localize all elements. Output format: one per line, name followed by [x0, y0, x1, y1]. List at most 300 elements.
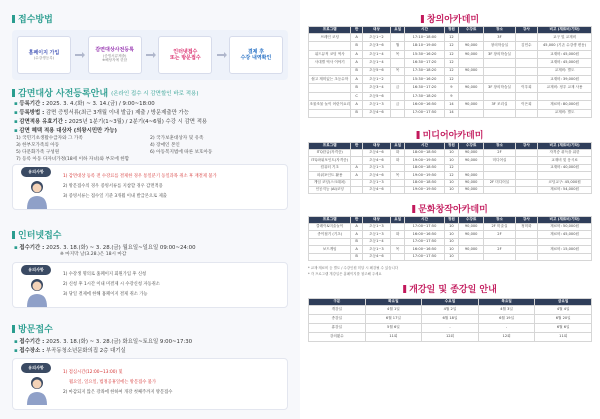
table-cell: 클레이&미술놀이	[309, 224, 351, 231]
table-cell: 초등4~6	[362, 253, 390, 260]
table-cell: 게임 코딩(스크래치)	[309, 179, 351, 186]
avatar	[19, 265, 55, 309]
table-cell: 초등5~6	[362, 67, 390, 75]
table-cell	[391, 164, 405, 171]
table-cell: 이은희	[515, 101, 538, 109]
table-cell: 10	[444, 150, 458, 157]
table-cell: 화	[391, 150, 405, 157]
step-payment: 결제 후 수강 내역확인	[229, 36, 283, 74]
table-cell: 12회	[478, 333, 535, 342]
section-title-visit: 방문접수	[12, 322, 53, 335]
arrow-icon	[75, 54, 83, 56]
table-header: 대상	[362, 27, 390, 34]
table-cell: 17:00~17:50	[405, 224, 445, 231]
media-table	[308, 142, 592, 194]
note3-line2: 월요일, 일요일, 법정공휴일에는 방문접수 불가	[69, 380, 157, 385]
table-cell	[309, 253, 351, 260]
table-cell: 17:00~17:50	[405, 238, 445, 245]
table-cell: 12	[444, 50, 458, 58]
table-cell: 3F 조리실	[484, 101, 515, 109]
table-cell: 90,000	[458, 157, 483, 164]
table-cell: B	[351, 67, 362, 75]
table-cell: B	[351, 238, 362, 245]
table-cell: 초등1~2	[362, 75, 390, 83]
prereg-method: ▪ 등록방법 : 감면 증빙서류(최근 3개월 이내 발급) 제출 / 방문제출만 가능	[14, 110, 189, 116]
target-7: 7) 등록 아동 다자녀가정(18세 이하 자녀)와 부모에 한함	[16, 157, 130, 162]
table-cell	[484, 92, 515, 100]
table-cell: 초등4~6	[362, 172, 390, 179]
table-row	[309, 324, 592, 333]
table-cell: 위드뮤직 코딩 역사	[309, 50, 351, 58]
note1-line2: 2) 방문접수의 경우 증빙서류를 지참할 경우 감면적용	[63, 184, 163, 189]
prereg-targets-label: ▪ 감면 혜택 적용 대상자 (의왕시민만 가능)	[14, 128, 118, 134]
table-cell: 초등1~3	[362, 231, 390, 238]
table-cell: A	[351, 101, 362, 109]
person-icon	[25, 179, 49, 209]
table-cell	[515, 186, 538, 193]
table-cell	[484, 59, 515, 67]
table-cell: 19:00~19:50	[405, 157, 445, 164]
table-cell: 90,000	[458, 67, 483, 75]
table-cell	[391, 238, 405, 245]
table-row	[309, 253, 592, 260]
table-cell: 90,000	[458, 42, 483, 50]
table-cell: B	[351, 84, 362, 92]
table-cell: 12	[444, 75, 458, 83]
step-signup: 홈페이지 가입 (수강생등록)	[17, 36, 71, 74]
table-cell: 인공지능 (AI)코딩	[309, 186, 351, 193]
table-cell: 17:30~18:20	[405, 67, 445, 75]
table-cell	[309, 67, 351, 75]
table-cell	[458, 92, 483, 100]
person-icon	[25, 277, 49, 307]
table-cell: 재료비: 54,000원	[538, 186, 592, 193]
table-header: 비고 (재료비/기타)	[538, 143, 592, 150]
target-4: 4) 장애인 본인	[150, 143, 180, 148]
table-header: 금요일	[535, 299, 592, 306]
table-header: 정원	[444, 143, 458, 150]
table-cell: 교재비: 39,000원	[538, 75, 592, 83]
table-cell: 종이접기 (기초)	[309, 231, 351, 238]
prereg-valid: ▪ 감면적용 유효기간 : 2025년 1분기(1~3월) / 2분기(4~6월) 수강 시 감면 적용	[14, 119, 208, 125]
note-box-online	[12, 262, 288, 308]
table-cell: 16:30~17:20	[405, 84, 445, 92]
table-cell: 초등1~3	[362, 101, 390, 109]
table-row	[309, 315, 592, 324]
table-cell: 교재비: 정우 교재 사용	[538, 84, 592, 92]
table-cell: 초등1~2	[362, 34, 390, 42]
table-cell	[484, 164, 515, 171]
table-header: 강사	[515, 27, 538, 34]
online-period: ▪ 접수기간 : 2025. 3. 18.(화) ~ 3. 28.(금) 월요일~일요일 09:00~24:00	[14, 245, 196, 251]
table-cell	[515, 92, 538, 100]
table-cell: 목	[391, 246, 405, 253]
table-cell: 90,000	[458, 84, 483, 92]
table-header: 수강료	[458, 143, 483, 150]
table-cell: A	[351, 246, 362, 253]
table-cell: 2F	[484, 231, 515, 238]
note2-line2: 2) 신청 후 1시간 이내 미결제 시 수강신청 자동취소	[63, 282, 160, 287]
table-header: 수강료	[458, 27, 483, 34]
table-row	[309, 59, 592, 67]
table-cell: A	[351, 75, 362, 83]
table-cell: 18:10~19:00	[405, 42, 445, 50]
table-cell: 3F 창의학습실	[484, 84, 515, 92]
table-row	[309, 67, 592, 75]
table-cell	[351, 150, 362, 157]
table-cell: 금	[391, 84, 405, 92]
table-cell: 16:00~16:50	[405, 101, 445, 109]
table-cell: 개강일	[309, 306, 366, 315]
culture-table	[308, 216, 592, 261]
table-cell: -	[478, 324, 535, 333]
table-cell	[484, 238, 515, 245]
table-cell: 17:00~17:50	[405, 253, 445, 260]
table-cell	[351, 157, 362, 164]
table-cell: 파워포인트 활용	[309, 172, 351, 179]
table-cell: 2F 미디어실	[484, 179, 515, 186]
table-cell: 4월 3일	[478, 306, 535, 315]
table-cell: 교재비 및 응시료	[538, 157, 592, 164]
creative-table	[308, 26, 592, 118]
table-cell: 16:30~17:20	[405, 59, 445, 67]
table-row	[309, 333, 592, 342]
table-cell: 3F	[484, 34, 515, 42]
table-cell	[538, 92, 592, 100]
table-cell: 10	[444, 157, 458, 164]
table-cell: 15:30~16:20	[405, 50, 445, 58]
table-cell	[458, 238, 483, 245]
note-box-visit	[12, 358, 288, 410]
table-cell: 12회	[422, 333, 479, 342]
table-cell: 초등1~4	[362, 59, 390, 67]
table-cell: B	[351, 253, 362, 260]
table-cell	[515, 67, 538, 75]
table-cell: 9	[444, 84, 458, 92]
table-row	[309, 186, 592, 193]
note-bubble: 유의사항	[21, 363, 51, 373]
table-cell: 초등3~4	[362, 84, 390, 92]
table-cell	[515, 238, 538, 245]
table-cell	[458, 34, 483, 42]
table-cell: 정미화	[515, 224, 538, 231]
table-cell: 18:00~18:50	[405, 179, 445, 186]
table-cell: 사대별 역사 이야기	[309, 59, 351, 67]
table-cell: 90,000	[458, 101, 483, 109]
table-cell: 10	[444, 231, 458, 238]
table-cell: A	[351, 50, 362, 58]
table-cell: 초등5~6	[362, 92, 390, 100]
table-cell: A	[351, 34, 362, 42]
table-cell	[309, 42, 351, 50]
table-cell: 17:00~17:50	[405, 109, 445, 117]
table-cell	[458, 164, 483, 171]
table-row	[309, 306, 592, 315]
table-header: 대상	[362, 217, 390, 224]
table-cell	[391, 75, 405, 83]
table-cell: 16:00~16:50	[405, 246, 445, 253]
table-row	[309, 84, 592, 92]
section-title-apply-method: 접수방법	[12, 12, 53, 25]
table-cell: 10	[444, 238, 458, 245]
table-cell: 컴퓨터 기초	[309, 164, 351, 171]
table-row	[309, 101, 592, 109]
table-row	[309, 179, 592, 186]
table-cell: 6월 17일	[365, 315, 422, 324]
table-header: 정원	[444, 27, 458, 34]
table-cell: 목	[391, 67, 405, 75]
table-cell: 초등3~6	[362, 42, 390, 50]
table-cell: 10	[444, 246, 458, 253]
table-cell: 17:30~18:20	[405, 92, 445, 100]
arrow-icon	[146, 54, 154, 56]
table-cell: 화	[391, 157, 405, 164]
table-cell: 자격증 취득을 위한	[538, 150, 592, 157]
person-icon	[25, 375, 49, 405]
table-cell: 14	[444, 109, 458, 117]
table-cell	[484, 172, 515, 179]
table-cell	[391, 253, 405, 260]
table-cell: 휴강일	[309, 324, 366, 333]
table-row	[309, 231, 592, 238]
table-cell: 10	[444, 253, 458, 260]
note2-line1: 1) 수강생 명의로 홈페이지 회원가입 후 신청	[63, 272, 147, 277]
table-header: 비고 (재료비/기타)	[538, 27, 592, 34]
table-header: 프로그램	[309, 143, 351, 150]
table-header: 강사	[515, 217, 538, 224]
table-cell: 초등4~6	[362, 186, 390, 193]
table-cell	[515, 50, 538, 58]
table-header: 화요일	[365, 299, 422, 306]
table-header: 정원	[444, 217, 458, 224]
table-cell	[458, 253, 483, 260]
table-cell: ITQ파워포인트(자격증)	[309, 157, 351, 164]
table-cell	[391, 179, 405, 186]
table-cell: 재료비: 15,000원	[538, 246, 592, 253]
table-header: 장소	[484, 143, 515, 150]
table-header: 반	[351, 27, 362, 34]
table-cell: 12	[444, 172, 458, 179]
table-cell: 초등1~3	[362, 164, 390, 171]
section-title-prereg: 감면대상 사전등록안내 (온라인 접수 시 감면할인 바로 적용)	[12, 86, 199, 99]
table-cell: 2F	[484, 246, 515, 253]
note3-line3: 2) 마감되지 않은 강좌에 한하여 개강 첫째주까지 방문접수	[63, 390, 173, 395]
arrow-icon	[217, 54, 225, 56]
table-header: 시간	[405, 143, 445, 150]
table-header: 프로그램	[309, 27, 351, 34]
table-cell: 18:00~18:50	[405, 164, 445, 171]
table-row	[309, 50, 592, 58]
section-title-online: 인터넷접수	[12, 228, 61, 241]
table-header: 대상	[362, 143, 390, 150]
table-cell	[458, 59, 483, 67]
table-cell: 목	[391, 50, 405, 58]
table-cell	[391, 186, 405, 193]
table-cell	[391, 59, 405, 67]
step-online-apply: 인터넷접수 또는 방문접수	[158, 36, 212, 74]
table-row	[309, 109, 592, 117]
table-row	[309, 172, 592, 179]
table-cell: 교재비: 40,000원	[538, 164, 592, 171]
target-3: 3) 한부모가족의 아동	[16, 143, 60, 148]
table-cell	[515, 59, 538, 67]
table-header: 강사	[515, 143, 538, 150]
target-5: 5) 다문화가족 구성원	[16, 150, 60, 155]
table-cell: 교재비: 45,000원	[538, 59, 592, 67]
table-cell: 90,000	[458, 179, 483, 186]
table-cell: ITQ한글(자격증)	[309, 150, 351, 157]
table-cell: 90,000	[458, 224, 483, 231]
table-cell: 월	[391, 42, 405, 50]
table-cell	[484, 109, 515, 117]
table-header: 요일	[391, 27, 405, 34]
section-title-creative: 창의아카데미	[421, 12, 479, 25]
table-cell: 4월 2일	[422, 306, 479, 315]
table-cell: 11회	[535, 333, 592, 342]
note2-line3: 3) 당일 결제에 한해 홈페이지 결제 취소 가능	[63, 292, 148, 297]
table-cell: 초등4~6	[362, 150, 390, 157]
table-row	[309, 164, 592, 171]
table-cell	[515, 172, 538, 179]
target-1: 1) 국민기초생활수급자와 그 가족	[16, 136, 83, 141]
footnote-1: * 교재·재료비 등 별도 / 수강인원 미달 시 폐강될 수 있습니다	[308, 266, 399, 270]
table-row	[309, 157, 592, 164]
table-header: 시간	[405, 27, 445, 34]
table-header: 반	[351, 217, 362, 224]
table-cell: 6월 20일	[535, 315, 592, 324]
table-cell: 6월 18일	[422, 315, 479, 324]
table-cell	[515, 150, 538, 157]
table-cell: 김민수	[515, 42, 538, 50]
table-cell	[515, 75, 538, 83]
table-cell: 2F	[484, 150, 515, 157]
table-cell: 쉽고 재미있는 초등수학	[309, 75, 351, 83]
table-cell	[391, 224, 405, 231]
table-cell: 90,000	[458, 231, 483, 238]
table-cell: 15:30~16:20	[405, 75, 445, 83]
table-header: 비고 (재료비/기타)	[538, 217, 592, 224]
table-cell	[515, 109, 538, 117]
table-cell: 90,000	[458, 246, 483, 253]
table-cell: 목	[391, 172, 405, 179]
table-cell	[351, 179, 362, 186]
note-bubble: 유의사항	[21, 265, 51, 275]
section-title-media: 미디어아카데미	[417, 128, 484, 141]
table-cell: 코딩교구: 45,000원	[538, 179, 592, 186]
note1-line1: 1) 감면대상 등록 전 수강료를 결제한 경우 통일분기 동일과목 취소 후 재결제 불가	[63, 174, 217, 179]
table-cell: A	[351, 164, 362, 171]
table-cell: 90,000	[458, 172, 483, 179]
table-cell: 강의횟수	[309, 333, 366, 342]
table-cell: A	[351, 59, 362, 67]
table-cell: 14	[444, 101, 458, 109]
section-title-schedule: 개강일 및 종강일 안내	[403, 282, 497, 295]
target-2: 2) 국가보훈대상자 및 유족	[150, 136, 204, 141]
table-cell: 화	[391, 231, 405, 238]
table-row	[309, 246, 592, 253]
table-cell: 10	[444, 224, 458, 231]
table-cell	[309, 92, 351, 100]
footnote-2: * 각 프로그램 개강일은 홈페이지를 참고해 주세요	[308, 272, 382, 276]
table-cell: 19:00~19:50	[405, 172, 445, 179]
table-cell: 5월 6일	[365, 324, 422, 333]
table-cell: 교구 및 교재비	[538, 34, 592, 42]
table-cell: 90,000	[458, 150, 483, 157]
table-cell: 재료비: 80,000원	[538, 101, 592, 109]
table-cell	[515, 164, 538, 171]
table-cell: C	[351, 92, 362, 100]
table-header: 수강료	[458, 217, 483, 224]
step-preregister: 감면대상사전등록 (증빙서류제출) ※해당자에 한함	[88, 36, 142, 74]
table-cell: 교재비: 45,000원	[538, 50, 592, 58]
table-row	[309, 92, 592, 100]
visit-place: ▪ 접수장소 : 부곡동청소년문화의집 2층 대기실	[14, 348, 126, 354]
table-header: 반	[351, 143, 362, 150]
table-cell	[515, 231, 538, 238]
online-note: ※ 마지막 날(3.28.)은 18시 마감	[60, 252, 127, 257]
table-cell: 금	[391, 101, 405, 109]
table-header: 구분	[309, 299, 366, 306]
prereg-period: ▪ 등록기간 : 2025. 3. 4.(화) ~ 3. 14.(금) / 9:00~18:00	[14, 101, 155, 107]
avatar	[19, 167, 55, 211]
table-cell: A	[351, 231, 362, 238]
table-header: 요일	[391, 217, 405, 224]
table-cell: 교재비: 별도	[538, 67, 592, 75]
table-cell: 18:00~18:50	[405, 150, 445, 157]
table-header: 프로그램	[309, 217, 351, 224]
table-cell	[391, 109, 405, 117]
table-cell	[351, 186, 362, 193]
table-cell	[391, 34, 405, 42]
table-cell: 10	[444, 179, 458, 186]
table-cell: 이우희	[515, 84, 538, 92]
table-cell	[458, 109, 483, 117]
table-cell	[484, 75, 515, 83]
table-cell: 4월 4일	[535, 306, 592, 315]
table-header: 장소	[484, 217, 515, 224]
note-bubble: 유의사항	[21, 167, 51, 177]
table-cell: 초등1~4	[362, 50, 390, 58]
note-box-prereg	[12, 164, 288, 210]
table-cell	[515, 179, 538, 186]
table-cell: 4월 1일	[365, 306, 422, 315]
table-cell: 90,000	[458, 50, 483, 58]
table-cell: 12	[444, 42, 458, 50]
apply-steps	[12, 30, 288, 80]
table-cell	[538, 172, 592, 179]
table-header: 요일	[391, 143, 405, 150]
table-cell: 2F 미술실	[484, 224, 515, 231]
table-cell: -	[422, 324, 479, 333]
table-cell	[458, 75, 483, 83]
table-cell: 교재비: 별도	[538, 109, 592, 117]
table-cell: 12	[444, 59, 458, 67]
table-cell: 재료비: 45,000원	[538, 231, 592, 238]
table-cell: 미디어실	[484, 157, 515, 164]
section-title-culture: 문화창작아카데미	[412, 202, 488, 215]
table-cell	[538, 253, 592, 260]
table-cell	[515, 246, 538, 253]
table-row	[309, 150, 592, 157]
table-cell: 초등4~6	[362, 109, 390, 117]
table-cell: 17:10~18:00	[405, 34, 445, 42]
table-cell	[309, 84, 351, 92]
table-cell: B	[351, 109, 362, 117]
table-cell: 19:00~19:50	[405, 186, 445, 193]
target-6: 6) 아동복지법에 따른 보호아동	[150, 150, 213, 155]
avatar	[19, 363, 55, 407]
table-cell	[484, 253, 515, 260]
